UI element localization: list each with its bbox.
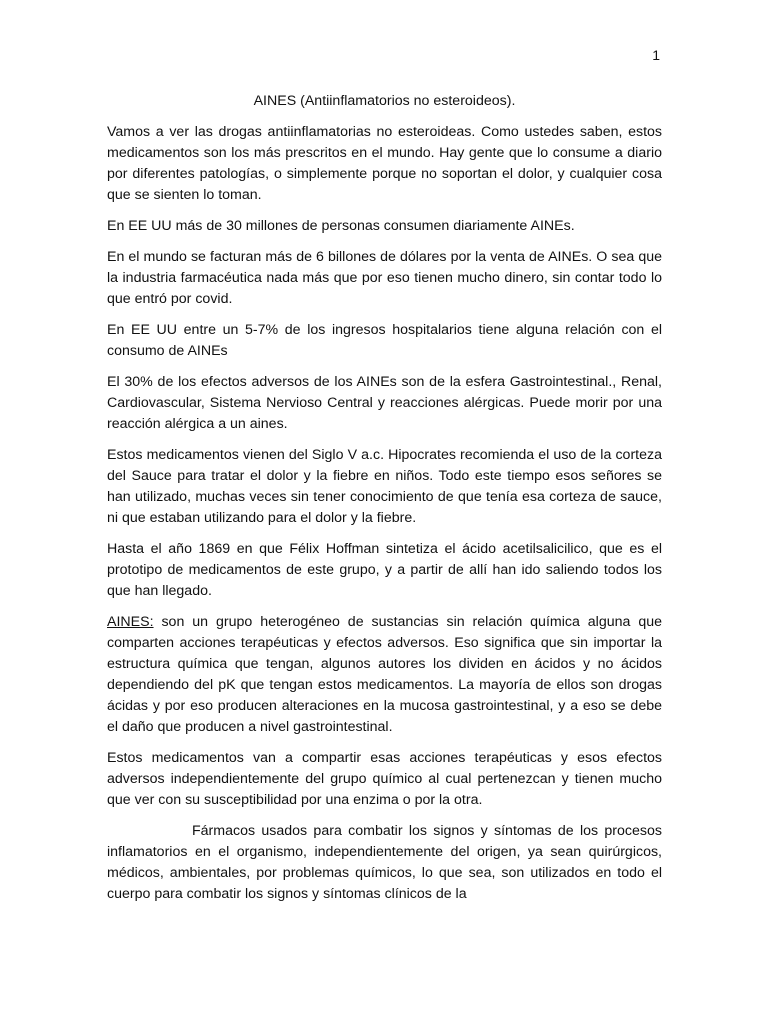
paragraph-definition	[107, 612, 662, 738]
paragraph-hoffman: Hasta el año 1869 en que Félix Hoffman sintetiza el ácido acetilsalicilico, que es el prototipo de medicamentos de este grupo, y a partir de allí han ido saliendo todos los que han llegado.	[107, 541, 662, 599]
paragraph-adverse-effects: El 30% de los efectos adversos de los AINEs son de la esfera Gastrointestinal., Renal, Cardiovascular, Sistema Nervioso Central y reacciones alérgicas. Puede morir por una reacción alérgica a un aines.	[107, 374, 662, 432]
paragraph-hospital-admissions: En EE UU entre un 5-7% de los ingresos hospitalarios tiene alguna relación con el consumo de AINEs	[107, 322, 662, 359]
paragraph-drugs-used: Fármacos usados para combatir los signos y síntomas de los procesos inflamatorios en el organismo, independientemente del origen, ya sean quirúrgicos, médicos, ambientales, por problemas químicos, lo que sea, son utilizados en todo el cuerpo para combatir los signos y síntomas clínicos de la	[107, 823, 662, 902]
document-title: AINES (Antiinflamatorios no esteroideos).	[253, 93, 516, 109]
paragraph-intro: Vamos a ver las drogas antiinflamatorias no esteroideas. Como ustedes saben, estos medicamentos son los más prescritos en el mundo. Hay gente que lo consume a diario por diferentes patologías, o simplemente porque no soportan el dolor, y cualquier cosa que se sienten lo toman.	[107, 124, 662, 203]
paragraph-history: Estos medicamentos vienen del Siglo V a.c. Hipocrates recomienda el uso de la corteza del Sauce para tratar el dolor y la fiebre en niños. Todo este tiempo esos señores se han utilizado, muchas veces sin tener conocimiento de que tenía esa corteza de sauce, ni que estaban utilizando para el dolor y la fiebre.	[107, 447, 662, 526]
paragraph-usa-consumption: En EE UU más de 30 millones de personas consumen diariamente AINEs.	[107, 218, 575, 234]
paragraph-world-sales: En el mundo se facturan más de 6 billones de dólares por la venta de AINEs. O sea que la industria farmacéutica nada más que por eso tienen mucho dinero, sin contar todo lo que entró por covid.	[107, 249, 662, 307]
document-body	[107, 91, 662, 915]
page-number: 1	[652, 47, 660, 63]
definition-term: AINES:	[107, 614, 154, 630]
definition-text: son un grupo heterogéneo de sustancias sin relación química alguna que comparten acciones terapéuticas y efectos adversos. Eso significa que sin importar la estructura química que tengan, algunos autores los dividen en ácidos y no ácidos dependiendo del pK que tengan estos medicamentos. La mayoría de ellos son drogas ácidas y por eso producen alteraciones en la mucosa gastrointestinal, y a eso se debe el daño que producen a nivel gastrointestinal.	[107, 614, 662, 735]
paragraph-shared-actions: Estos medicamentos van a compartir esas acciones terapéuticas y esos efectos adversos independientemente del grupo químico al cual pertenezcan y tienen mucho que ver con su susceptibilidad por una enzima o por la otra.	[107, 750, 662, 808]
